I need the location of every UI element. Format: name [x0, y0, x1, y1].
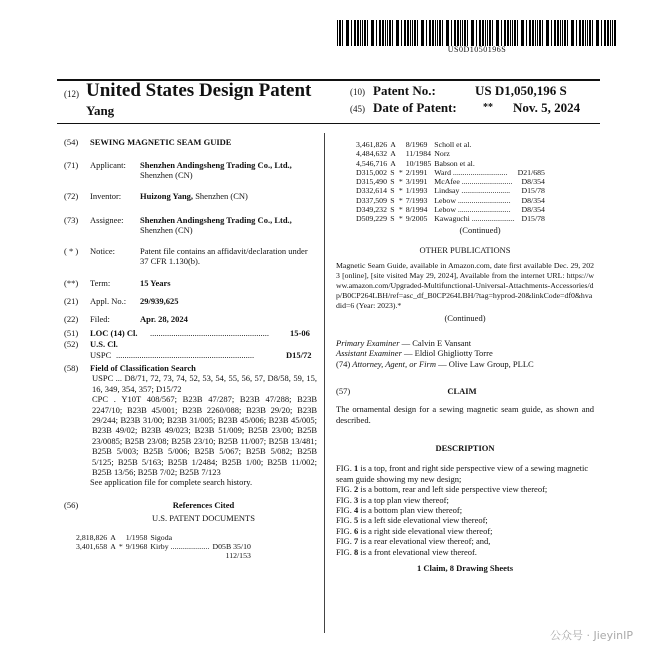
barcode-bar	[604, 20, 606, 46]
left-citations	[76, 533, 254, 561]
notice: Patent file contains an affidavit/declaration under 37 CFR 1.130(b).	[140, 246, 308, 267]
barcode-bar	[610, 20, 611, 46]
citation-date: 8/1994	[405, 205, 428, 215]
barcode-bar	[376, 20, 377, 46]
citation-date	[126, 551, 151, 560]
barcode-bar	[562, 20, 563, 46]
date-of-patent: Nov. 5, 2024	[513, 100, 581, 115]
barcode-bar	[496, 20, 499, 46]
citation-name: Lindsay .........................	[434, 186, 511, 196]
barcode-bar	[560, 20, 561, 46]
assignee: Shenzhen Andingsheng Trading Co., Ltd., Shenzhen (CN)	[140, 215, 292, 236]
barcode-bar	[504, 20, 506, 46]
patent-no: US D1,050,196 S	[475, 83, 567, 98]
barcode-bar	[467, 20, 468, 46]
inventor: Huizong Yang, Shenzhen (CN)	[140, 191, 248, 201]
references-cited: References Cited	[172, 499, 235, 510]
citation-k: A	[390, 158, 396, 168]
citation-date: 3/1991	[405, 177, 428, 187]
barcode-bar	[364, 20, 366, 46]
barcode-bar	[554, 20, 556, 46]
assistant-examiner: Assistant Examiner — Eldiol Ghigliotty Torre	[336, 348, 493, 359]
barcode-bar	[510, 20, 511, 46]
citation-k: S	[390, 177, 395, 187]
watermark: 公众号 · JieyinIP	[550, 629, 633, 642]
barcode-bar	[392, 20, 393, 46]
barcode-bar	[460, 20, 461, 46]
barcode-bar	[537, 20, 538, 46]
citation-name: Kirby ....................	[150, 542, 210, 552]
barcode-bar	[501, 20, 502, 46]
citation-star	[119, 533, 126, 542]
citation-name: Norz	[434, 149, 450, 159]
barcode-bar	[354, 20, 356, 46]
code-12: (12)	[64, 89, 79, 99]
filed: Apr. 28, 2024	[140, 314, 188, 324]
date-stars: **	[483, 102, 493, 113]
barcode-bar	[517, 20, 518, 46]
barcode-bar	[346, 20, 349, 46]
citation-name: Sigoda	[150, 532, 173, 542]
citation-star: *	[398, 214, 403, 224]
citation-name: Babson et al.	[434, 158, 475, 168]
citation-no	[76, 551, 110, 560]
citation-name: Scholl et al.	[434, 140, 472, 149]
barcode-bar	[360, 20, 361, 46]
barcode-bar	[479, 20, 481, 46]
barcode-bar	[551, 20, 552, 46]
figure-list	[336, 463, 594, 557]
citation-star: *	[118, 542, 123, 552]
barcode-number: US0D1050196S	[447, 45, 507, 54]
citation-k: S	[390, 167, 395, 177]
citation-row	[356, 196, 548, 205]
citation-cls	[518, 149, 548, 158]
left-column: (54) SEWING MAGNETIC SEAM GUIDE (71) Applicant: Shenzhen Andingsheng Trading Co., Ltd., Shenzhen (CN) (72) Inventor: Huizong Yang, Shenzhen (CN) (73) Assignee: Shenzhen Andingsheng Trading Co., Ltd., Shenzhen (CN) ( * ) Notice: Patent file contains an affidavit/declaration under 37 CFR 1.130(b). (**) Term: 15 Years (21) Appl. No.: 29/939,625 (22) Filed: Apr. 28, 2024 (51) LOC (14) Cl. ........................................................ 15-06 (52) U.S. Cl. USPC ................................................................. D15/72 (58) Field of Classification Search USPC ... D8/71, 72, 73, 74, 52, 53, 54, 55, 56, 57, D8/58, 59, 15, 16, 349, 354, 357; D15/72 CPC . Y10T 408/567; B23B 47/287; B23B 47/288; B23B 2247/10; B23B 45/001; B23B 2260/088; B23B 29/20; B23B 29/244; B23B 31/00; B23B 31/005; B23B 45/006; B23B 45/005; B23B 49/02; B23B 49/023; B23B 51/009; B25B 23/00; B25B 23/0085; B25B 23/08; B25B 23/10; B25B 11/007; B25B 13/481; B25B 5/003; B25B 5/006; B25B 5/067; B25B 5/082; B25B 5/125; B25B 5/163; B25B 1/2484; B25B 1/00; B25B 11/002; B25B 13/56; B25B 7/02; B25B 7/123 See application file for complete search history. (56) References Cited U.S. PATENT DOCUMENTS 2,818,826 A 1/1958 Sigoda 3,401,658 A * 9/1968 Kirby .................... D05B 35/10 112/153	[64, 137, 317, 561]
us-patent-docs-label: U.S. PATENT DOCUMENTS	[152, 512, 255, 523]
citation-cls: D15/78	[521, 186, 545, 196]
citation-row	[356, 177, 548, 186]
barcode-bar	[389, 20, 391, 46]
claim-text: The ornamental design for a sewing magnetic seam guide, as shown and described.	[336, 404, 594, 425]
citation-cls	[213, 533, 254, 542]
citation-row	[356, 168, 548, 177]
barcode-bar	[564, 20, 566, 46]
barcode-bar	[532, 20, 534, 46]
citation-k: A	[110, 542, 116, 552]
barcode-bar	[529, 20, 531, 46]
barcode-bar	[492, 20, 493, 46]
citation-star: *	[398, 186, 403, 196]
citation-no: D337,509	[356, 195, 387, 205]
barcode-bar	[429, 20, 431, 46]
barcode-bar	[421, 20, 424, 46]
barcode-bar	[439, 20, 441, 46]
barcode-bar	[412, 20, 413, 46]
barcode-bar	[601, 20, 602, 46]
citation-no: 4,484,632	[356, 149, 388, 159]
citation-date: 8/1969	[405, 140, 428, 149]
barcode-bar	[489, 20, 491, 46]
barcode-bar	[432, 20, 434, 46]
barcode-bar	[337, 20, 338, 46]
barcode-bar	[576, 20, 577, 46]
barcode-bar	[471, 20, 474, 46]
barcode-bar	[596, 20, 599, 46]
barcode-bar	[482, 20, 484, 46]
citation-k: A	[390, 140, 396, 149]
figure-description: FIG. 4 is a bottom plan view thereof;	[336, 504, 463, 515]
barcode-bar	[454, 20, 456, 46]
barcode-bar	[342, 20, 343, 46]
barcode-bar	[579, 20, 581, 46]
field-cpc: CPC . Y10T 408/567; B23B 47/287; B23B 47/288; B23B 2247/10; B23B 45/001; B23B 2260/088; B23B 29/20; B23B 29/244; B23B 31/00; B23B 31/005; B23B 45/006; B23B 45/005; B23B 49/02; B23B 49/023; B23B 51/009; B25B 23/00; B25B 23/0085; B25B 23/08; B25B 23/10; B25B 11/007; B25B 13/481; B25B 5/003; B25B 5/006; B25B 5/067; B25B 5/082; B25B 5/125; B25B 5/163; B25B 1/2484; B25B 1/00; B25B 11/002; B25B 13/56; B25B 7/02; B25B 7/123	[92, 394, 317, 478]
citation-cls: D8/354	[521, 177, 545, 187]
field-uspc: USPC ... D8/71, 72, 73, 74, 52, 53, 54, 55, 56, 57, D8/58, 59, 15, 16, 349, 354, 357; D15/72	[92, 373, 317, 394]
header-rule-bottom	[57, 123, 600, 124]
citation-no: 4,546,716	[356, 158, 388, 168]
patent-no-label: Patent No.:	[373, 83, 436, 98]
barcode-bar	[607, 20, 609, 46]
citation-name: Kawaguchi ......................	[434, 214, 515, 224]
barcode-bar	[457, 20, 459, 46]
barcode	[337, 20, 617, 46]
figure-description: FIG. 6 is a right side elevational view thereof;	[336, 525, 493, 536]
barcode-bar	[592, 20, 593, 46]
barcode-bar	[557, 20, 559, 46]
right-column: 3,461,826 A 8/1969 Scholl et al. 4,484,632 A 11/1984 Norz 4,546,716 A 10/1985 Babson et al. D315,002 S * 2/1991 Ward ............................ D21/685 D315,490 S * 3/1991 McAfee .......................... D8/354 D332,614 S * 1/1993 Lindsay ......................... D15/78 D337,509 S * 7/1993 Lebow ........................... D8/354 D349,232 S * 8/1994 Lebow ........................... D8/354 D509,229 S * 9/2005 Kawaguchi ...................... D15/78 (Continued) OTHER PUBLICATIONS Magnetic Seam Guide, available in Amazon.com, date first available Dec. 29, 2023 [online], [site visited May 29, 2024], Available from the internet URL: https://www.amazon.com/Upgraded-Multifunctional-Universal-Attachments-Accessories/dp/B0CP264LBH/ref=asc_df_B0CP264LBH/?tag=hyprod-20&linkCode=df0&hvadid=6 (Year: 2023).* (Continued) Primary Examiner — Calvin E Vansant Assistant Examiner — Eldiol Ghigliotty Torre (74) Attorney, Agent, or Firm — Olive Law Group, PLLC (57) CLAIM The ornamental design for a sewing magnetic seam guide, as shown and described. DESCRIPTION FIG. 1 is a top, front and right side perspective view of a sewing magnetic seam guide showing my new design; FIG. 2 is a bottom, rear and left side perspective view thereof; FIG. 3 is a top plan view thereof; FIG. 4 is a bottom plan view thereof; FIG. 5 is a left side elevational view thereof; FIG. 6 is a right side elevational view thereof; FIG. 7 is a rear elevational view thereof; and, FIG. 8 is a front elevational view thereof. 1 Claim, 8 Drawing Sheets	[336, 140, 594, 573]
citation-cls: D21/685	[517, 167, 545, 177]
column-divider	[324, 133, 325, 633]
citation-k	[110, 551, 119, 560]
citation-date: 7/1993	[405, 195, 428, 205]
citation-row	[76, 533, 254, 542]
barcode-bar	[546, 20, 549, 46]
barcode-bar	[507, 20, 509, 46]
barcode-bar	[401, 20, 402, 46]
citation-row	[356, 149, 548, 158]
barcode-bar	[362, 20, 363, 46]
barcode-bar	[451, 20, 452, 46]
citation-name: Ward ............................	[434, 167, 508, 177]
figure-description: FIG. 8 is a front elevational view thereof.	[336, 546, 477, 557]
citation-cls: D8/354	[521, 205, 545, 215]
attorney: (74) Attorney, Agent, or Firm — Olive Law Group, PLLC	[336, 358, 534, 369]
citation-star: *	[398, 177, 403, 187]
citation-date: 1/1993	[405, 186, 428, 196]
applicant: Shenzhen Andingsheng Trading Co., Ltd., Shenzhen (CN)	[140, 160, 292, 181]
barcode-bar	[585, 20, 586, 46]
barcode-bar	[387, 20, 388, 46]
see-app: See application file for complete search history.	[90, 477, 253, 488]
citation-star: *	[398, 205, 403, 215]
barcode-bar	[464, 20, 466, 46]
other-publications-label: OTHER PUBLICATIONS	[419, 245, 511, 256]
citation-date: 9/1968	[125, 542, 148, 552]
title: SEWING MAGNETIC SEAM GUIDE	[90, 137, 232, 147]
continued-1: (Continued)	[459, 224, 501, 235]
citation-row	[76, 542, 254, 551]
citation-row	[356, 214, 548, 223]
citation-star	[399, 159, 406, 168]
citation-row	[356, 140, 548, 149]
right-citations	[356, 140, 548, 224]
barcode-bar	[567, 20, 568, 46]
citation-cls: D05B 35/10	[212, 542, 251, 552]
barcode-bar	[385, 20, 386, 46]
citation-row	[76, 551, 254, 560]
barcode-bar	[351, 20, 352, 46]
citation-date: 2/1991	[405, 167, 428, 177]
barcode-bar	[382, 20, 384, 46]
description-label: DESCRIPTION	[435, 442, 495, 453]
barcode-bar	[514, 20, 516, 46]
barcode-bar	[357, 20, 359, 46]
barcode-bar	[437, 20, 438, 46]
citation-no: D332,614	[356, 186, 387, 196]
loc-class: 15-06	[290, 328, 310, 338]
citation-date: 10/1985	[405, 158, 432, 168]
figure-description: FIG. 5 is a left side elevational view thereof;	[336, 515, 488, 526]
code-10: (10)	[350, 87, 365, 97]
barcode-bar	[582, 20, 584, 46]
citation-cls: D15/78	[521, 214, 545, 224]
figure-description: FIG. 2 is a bottom, rear and left side perspective view thereof;	[336, 484, 548, 495]
other-publications: Magnetic Seam Guide, available in Amazon.com, date first available Dec. 29, 2023 [online], [site visited May 29, 2024], Available from the internet URL: https://www.amazon.com/Upgraded-Multifunctional-Universal-Attachments-Accessories/dp/B0CP264LBH/ref=asc_df_B0CP264LBH/?tag=hyprod-20&linkCode=df0&hvadid=6 (Year: 2023).*	[336, 261, 594, 310]
citation-cls	[518, 140, 548, 149]
figure-description: FIG. 3 is a top plan view thereof;	[336, 494, 449, 505]
citation-no: 2,818,826	[76, 532, 108, 542]
barcode-bar	[426, 20, 427, 46]
doc-type: United States Design Patent	[86, 80, 312, 101]
citation-cls: 112/153	[225, 551, 251, 561]
barcode-bar	[371, 20, 374, 46]
code-45: (45)	[350, 104, 365, 114]
barcode-bar	[396, 20, 399, 46]
citation-name: Lebow ...........................	[434, 205, 511, 215]
citation-k: S	[390, 186, 395, 196]
barcode-bar	[487, 20, 488, 46]
citation-no: D509,229	[356, 214, 387, 224]
barcode-bar	[614, 20, 616, 46]
barcode-bar	[539, 20, 541, 46]
citation-no: 3,401,658	[76, 542, 108, 552]
citation-row	[356, 205, 548, 214]
claim-label: CLAIM	[447, 386, 477, 397]
uspc-class: D15/72	[286, 350, 312, 360]
citation-name: Lebow ...........................	[434, 195, 511, 205]
term: 15 Years	[140, 278, 171, 288]
barcode-bar	[512, 20, 513, 46]
citation-k: S	[390, 205, 395, 215]
citation-date: 9/2005	[405, 214, 428, 224]
claims-footer: 1 Claim, 8 Drawing Sheets	[416, 562, 514, 573]
barcode-bar	[542, 20, 543, 46]
inventor-short: Yang	[86, 103, 115, 118]
citation-k: S	[390, 195, 395, 205]
barcode-bar	[407, 20, 409, 46]
citation-k: A	[110, 532, 116, 542]
citation-date: 11/1984	[405, 149, 432, 159]
citation-star: *	[398, 167, 403, 177]
citation-row	[356, 186, 548, 195]
barcode-bar	[410, 20, 411, 46]
citation-k: S	[390, 214, 395, 224]
barcode-bar	[589, 20, 591, 46]
barcode-bar	[417, 20, 418, 46]
barcode-bar	[476, 20, 477, 46]
date-label: Date of Patent:	[373, 100, 457, 115]
citation-star	[399, 140, 406, 149]
citation-star	[399, 149, 406, 158]
citation-no: D349,232	[356, 205, 387, 215]
barcode-bar	[521, 20, 524, 46]
citation-cls	[518, 159, 548, 168]
primary-examiner: Primary Examiner — Calvin E Vansant	[336, 337, 472, 348]
appl-no: 29/939,625	[140, 296, 179, 306]
barcode-bar	[571, 20, 574, 46]
barcode-bar	[414, 20, 416, 46]
citation-date: 1/1958	[125, 532, 148, 542]
barcode-bar	[435, 20, 436, 46]
citation-star: *	[398, 195, 403, 205]
barcode-bar	[535, 20, 536, 46]
barcode-bar	[446, 20, 449, 46]
citation-no: D315,002	[356, 167, 387, 177]
barcode-bar	[612, 20, 613, 46]
barcode-bar	[367, 20, 368, 46]
barcode-bar	[379, 20, 381, 46]
citation-star	[119, 551, 126, 560]
barcode-bar	[339, 20, 341, 46]
citation-no: D315,490	[356, 177, 387, 187]
barcode-bar	[526, 20, 527, 46]
citation-k: A	[390, 149, 396, 159]
citation-no: 3,461,826	[356, 140, 388, 149]
citation-cls: D8/354	[521, 195, 545, 205]
barcode-bar	[485, 20, 486, 46]
barcode-bar	[587, 20, 588, 46]
citation-row	[356, 159, 548, 168]
figure-description: FIG. 7 is a rear elevational view thereof; and,	[336, 536, 491, 547]
continued-2: (Continued)	[444, 313, 486, 324]
barcode-bar	[462, 20, 463, 46]
figure-description: FIG. 1 is a top, front and right side perspective view of a sewing magnetic seam guide showing my new design;	[336, 463, 589, 484]
citation-name	[150, 551, 212, 560]
citation-name: McAfee ..........................	[434, 177, 513, 187]
barcode-bar	[404, 20, 406, 46]
barcode-bar	[442, 20, 443, 46]
